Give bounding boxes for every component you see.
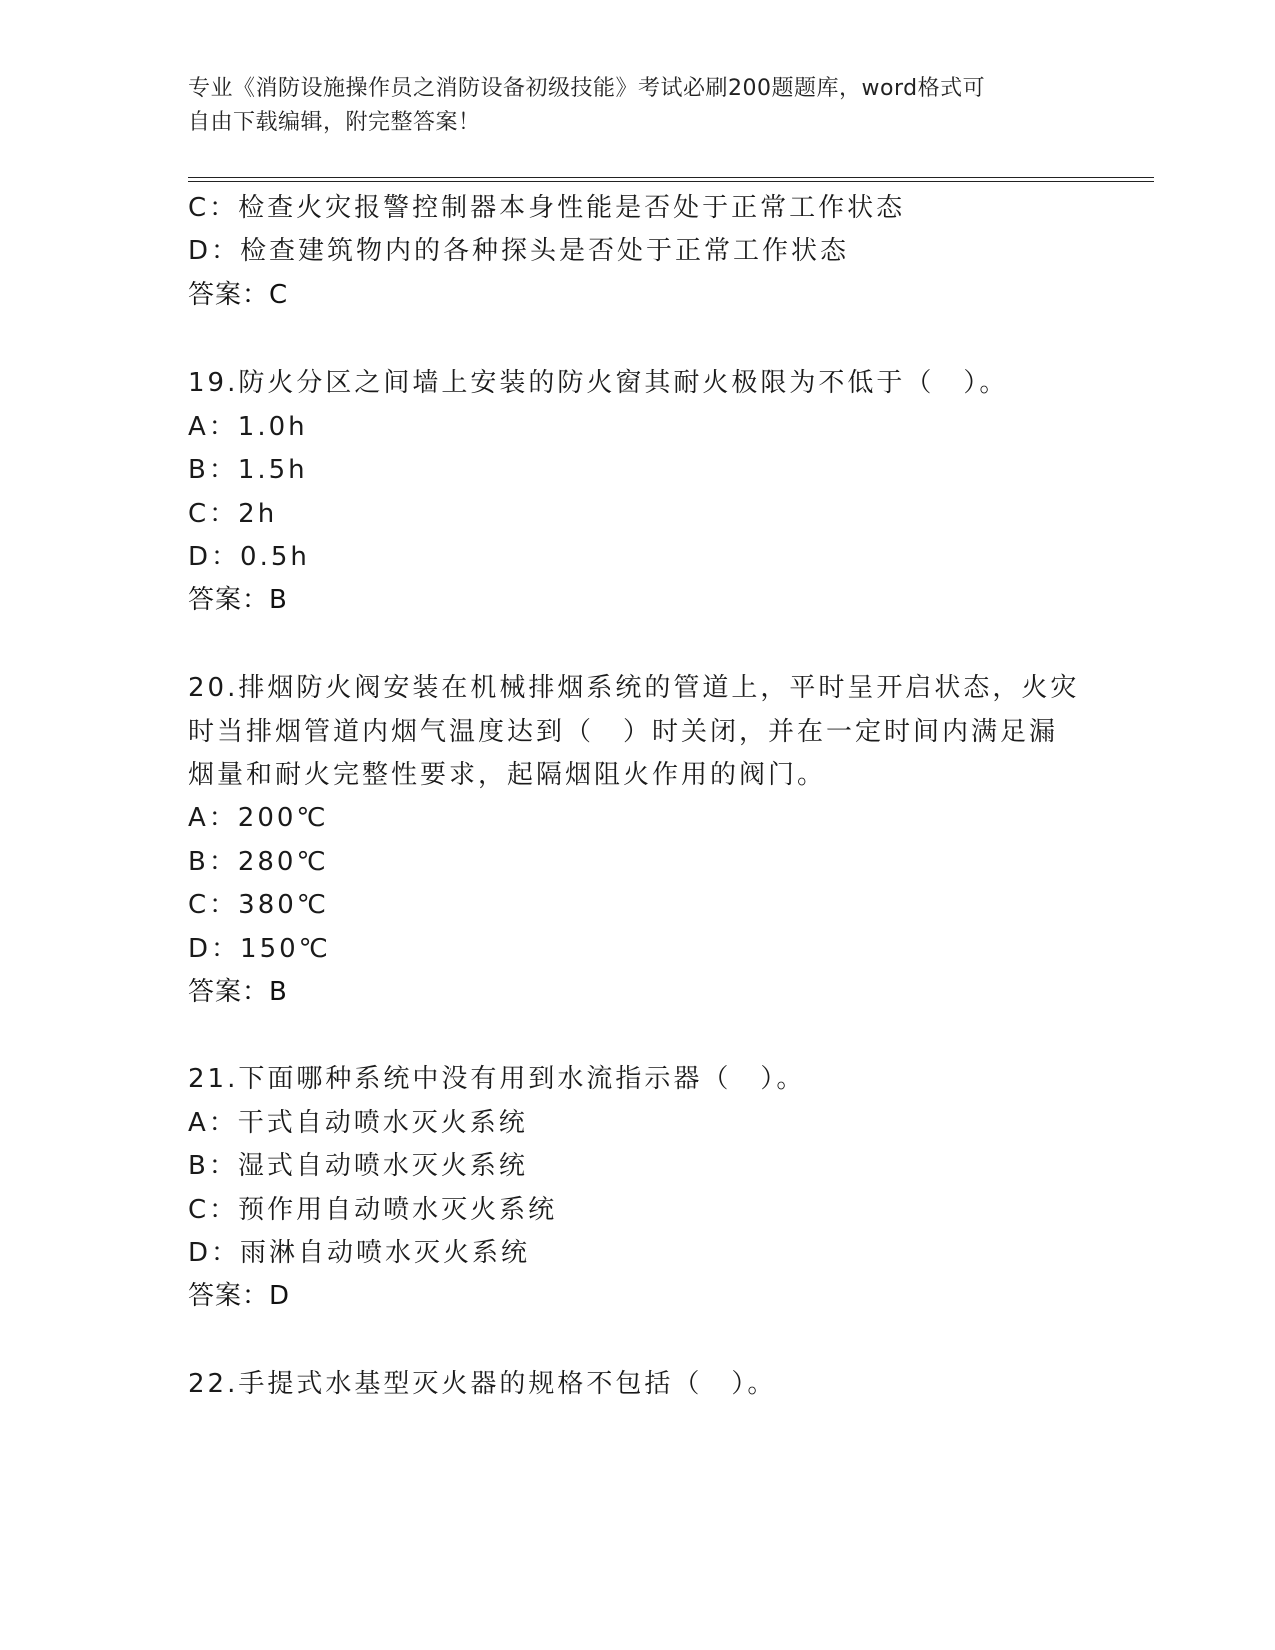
q21-answer: 答案：D (188, 1281, 291, 1311)
q18-option-c: C：检查火灾报警控制器本身性能是否处于正常工作状态 (188, 193, 906, 223)
q20-answer: 答案：B (188, 977, 288, 1007)
q19-option-a: A：1.0h (188, 412, 308, 442)
q20-option-a: A：200℃ (188, 803, 329, 833)
q19-option-b: B：1.5h (188, 455, 308, 485)
q22-stem: 22.手提式水基型灭火器的规格不包括（ ）。 (188, 1369, 777, 1399)
q19-answer: 答案：B (188, 585, 288, 615)
q20-stem-line-3: 烟量和耐火完整性要求，起隔烟阻火作用的阀门。 (188, 760, 827, 790)
q19-stem: 19.防火分区之间墙上安装的防火窗其耐火极限为不低于（ ）。 (188, 368, 1009, 398)
q21-stem: 21.下面哪种系统中没有用到水流指示器（ ）。 (188, 1064, 806, 1094)
q20-option-c: C：380℃ (188, 890, 329, 920)
header-line-1: 专业《消防设施操作员之消防设备初级技能》考试必刷200题题库，word格式可 (188, 76, 986, 101)
q21-option-b: B：湿式自动喷水灭火系统 (188, 1151, 528, 1181)
q20-option-d: D：150℃ (188, 934, 331, 964)
q21-option-d: D：雨淋自动喷水灭火系统 (188, 1238, 531, 1268)
q18-option-d: D：检查建筑物内的各种探头是否处于正常工作状态 (188, 236, 850, 266)
q20-option-b: B：280℃ (188, 847, 329, 877)
header-divider (188, 177, 1154, 182)
q19-option-d: D：0.5h (188, 542, 310, 572)
q18-answer: 答案：C (188, 280, 289, 310)
q19-option-c: C：2h (188, 499, 278, 529)
header-line-2: 自由下载编辑，附完整答案！ (188, 110, 481, 135)
q21-option-c: C：预作用自动喷水灭火系统 (188, 1195, 558, 1225)
q21-option-a: A：干式自动喷水灭火系统 (188, 1108, 528, 1138)
document-header (188, 72, 1068, 140)
q20-stem-line-2: 时当排烟管道内烟气温度达到（ ）时关闭，并在一定时间内满足漏 (188, 717, 1059, 747)
q20-stem-line-1: 20.排烟防火阀安装在机械排烟系统的管道上，平时呈开启状态，火灾 (188, 673, 1080, 703)
